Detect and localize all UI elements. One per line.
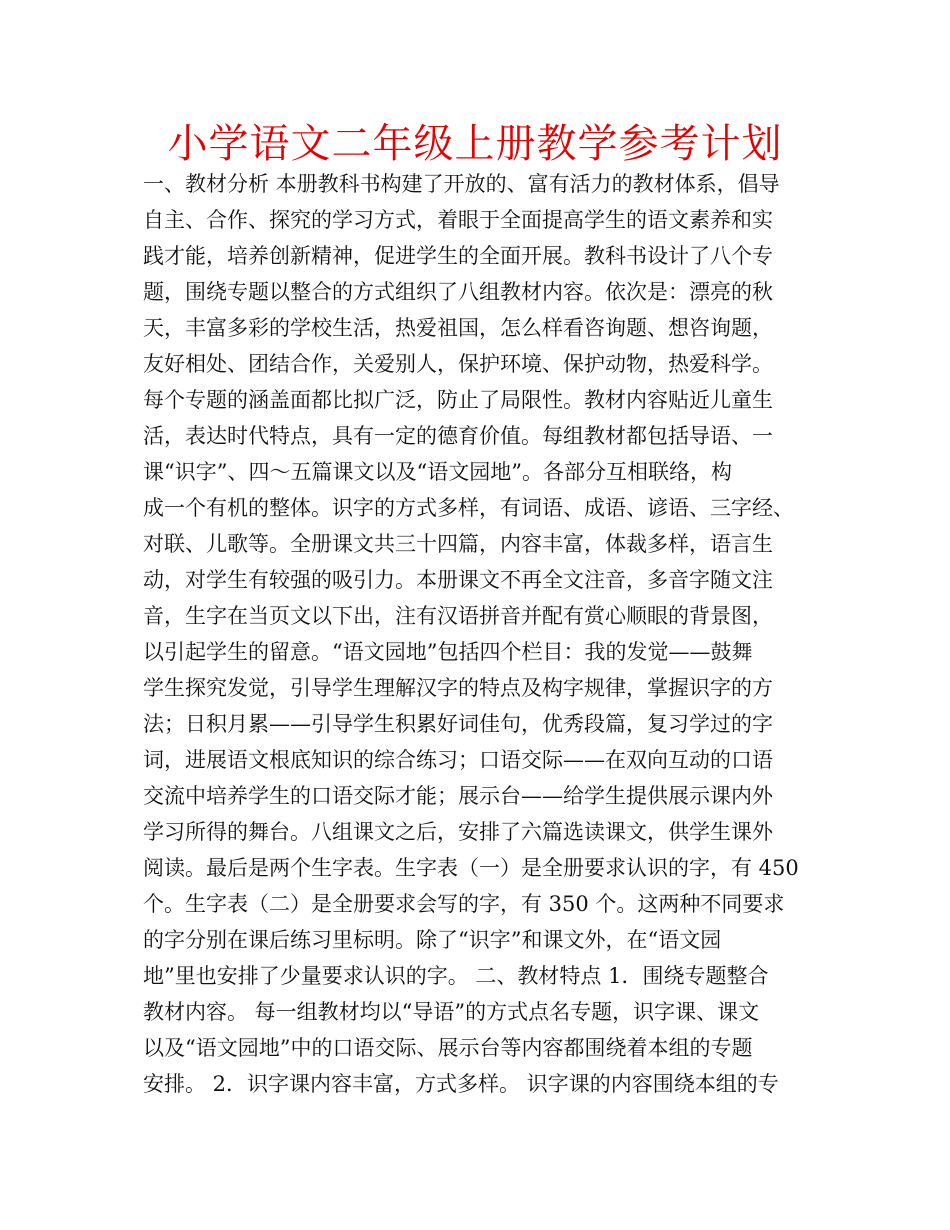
- body-line: 阅读。最后是两个生字表。生字表（一）是全册要求认识的字，有 450: [143, 856, 799, 880]
- body-line: 每个专题的涵盖面都比拟广泛，防止了局限性。教材内容贴近儿童生: [143, 388, 773, 412]
- body-line: 学生探究发觉，引导学生理解汉字的特点及构字规律，掌握识字的方: [143, 676, 773, 700]
- body-line: 动，对学生有较强的吸引力。本册课文不再全文注音，多音字随文注: [143, 568, 773, 592]
- body-line: 友好相处、团结合作，关爱别人，保护环境、保护动物，热爱科学。: [143, 352, 773, 376]
- body-line: 学习所得的舞台。八组课文之后，安排了六篇选读课文，供学生课外: [143, 820, 773, 844]
- body-line: 题，围绕专题以整合的方式组织了八组教材内容。依次是：漂亮的秋: [143, 280, 773, 304]
- body-line: 地”里也安排了少量要求认识的字。 二、教材特点 1．围绕专题整合: [143, 964, 769, 988]
- body-line: 交流中培养学生的口语交际才能；展示台——给学生提供展示课内外: [143, 784, 773, 808]
- body-line: 对联、儿歌等。全册课文共三十四篇，内容丰富，体裁多样，语言生: [143, 532, 773, 556]
- body-line: 以引起学生的留意。“语文园地”包括四个栏目：我的发觉——鼓舞: [143, 640, 753, 664]
- body-line: 法；日积月累——引导学生积累好词佳句，优秀段篇，复习学过的字: [143, 712, 773, 736]
- body-line: 音，生字在当页文以下出，注有汉语拼音并配有赏心顺眼的背景图，: [143, 604, 773, 628]
- body-line: 词，进展语文根底知识的综合练习；口语交际——在双向互动的口语: [143, 748, 773, 772]
- body-line: 一、教材分析 本册教科书构建了开放的、富有活力的教材体系，倡导: [143, 172, 780, 196]
- document-body: [143, 166, 843, 1102]
- body-line: 活，表达时代特点，具有一定的德育价值。每组教材都包括导语、一: [143, 424, 773, 448]
- body-line: 成一个有机的整体。识字的方式多样，有词语、成语、谚语、三字经、: [143, 496, 794, 520]
- body-line: 教材内容。 每一组教材均以“导语”的方式点名专题，识字课、课文: [143, 1000, 760, 1024]
- body-line: 以及“语文园地”中的口语交际、展示台等内容都围绕着本组的专题: [143, 1036, 753, 1060]
- body-line: 践才能，培养创新精神，促进学生的全面开展。教科书设计了八个专: [143, 244, 773, 268]
- body-line: 课“识字”、四～五篇课文以及“语文园地”。各部分互相联络，构: [143, 460, 732, 484]
- body-line: 安排。 2．识字课内容丰富，方式多样。 识字课的内容围绕本组的专: [143, 1072, 779, 1096]
- body-line: 个。生字表（二）是全册要求会写的字，有 350 个。这两种不同要求: [143, 892, 785, 916]
- document-title: 小学语文二年级上册教学参考计划: [167, 121, 783, 167]
- body-line: 天，丰富多彩的学校生活，热爱祖国，怎么样看咨询题、想咨询题，: [143, 316, 773, 340]
- body-line: 的字分别在课后练习里标明。除了“识字”和课文外，在“语文园: [143, 928, 722, 952]
- body-line: 自主、合作、探究的学习方式，着眼于全面提高学生的语文素养和实: [143, 208, 773, 232]
